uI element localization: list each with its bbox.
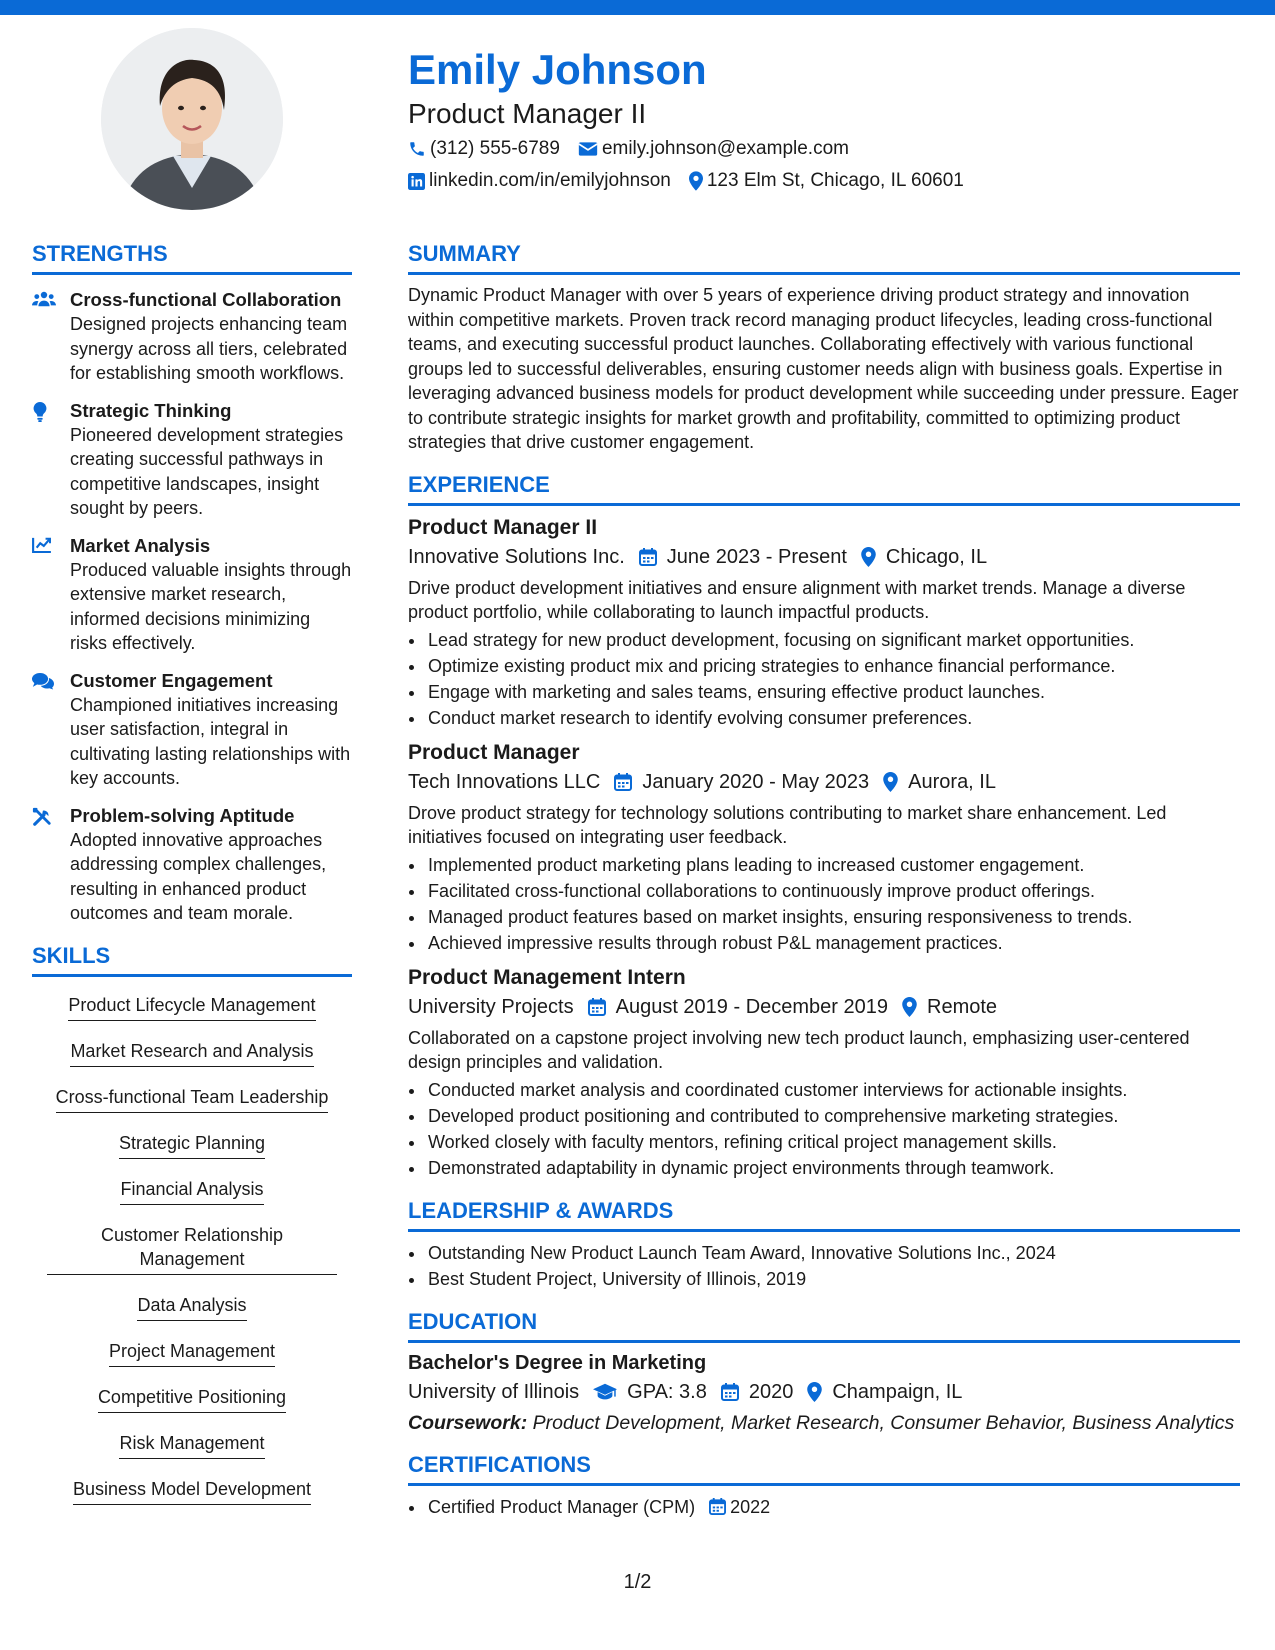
calendar-icon xyxy=(588,998,606,1016)
linkedin-icon xyxy=(408,173,425,190)
summary-heading: SUMMARY xyxy=(408,240,1240,275)
page-number: 1/2 xyxy=(623,1571,652,1593)
certification-name: • Certified Product Manager (CPM) xyxy=(428,1496,696,1517)
job-bullet: • Managed product features based on market insights, ensuring responsiveness to trends. xyxy=(426,904,1240,930)
job-title: Product Management Intern xyxy=(408,965,686,989)
awards-section xyxy=(408,1197,1240,1292)
job-bullet: • Engage with marketing and sales teams, ensuring effective product launches. xyxy=(426,679,1240,705)
job-description: Drive product development initiatives and ensure alignment with market trends. Manage a diverse product portfolio, while collaborating to launch impactful products. xyxy=(408,577,1186,622)
left-column xyxy=(32,240,352,1517)
strength-item xyxy=(32,287,352,386)
award-item: • Outstanding New Product Launch Team Award, Innovative Solutions Inc., 2024 xyxy=(426,1240,1240,1266)
job-bullet: • Achieved impressive results through robust P&L management practices. xyxy=(426,930,1240,956)
strength-title: Customer Engagement xyxy=(70,669,273,691)
skill-tag: Project Management xyxy=(109,1339,275,1367)
phone-contact xyxy=(408,134,560,164)
phone-icon xyxy=(408,140,426,158)
skill-tag: Business Model Development xyxy=(73,1477,311,1505)
job-bullet: • Implemented product marketing plans leading to increased customer engagement. xyxy=(426,852,1240,878)
strength-title: Problem-solving Aptitude xyxy=(70,804,295,826)
email-text[interactable]: emily.johnson@example.com xyxy=(601,138,849,159)
summary-text: Dynamic Product Manager with over 5 years of experience driving product strategy and innovation within competitive markets. Proven track record managing product lifecycles, leading cross-functional teams, and executing successful product launches. Collaborating effectively with various functional groups led to successful deliverables, ensuring customer needs align with business goals. Expertise in leveraging advanced business models for product development while succeeding under pressure. Eager to contribute strategic insights for market growth and profitability, committed to optimizing product strategies that drive customer engagement. xyxy=(408,285,1239,452)
address-contact xyxy=(689,166,964,196)
calendar-icon xyxy=(721,1383,739,1401)
job-bullet: • Conducted market analysis and coordinated customer interviews for actionable insights. xyxy=(426,1077,1240,1103)
calendar-icon xyxy=(614,773,632,791)
skill-tag: Cross-functional Team Leadership xyxy=(56,1085,329,1113)
strength-item xyxy=(32,668,352,791)
job-meta xyxy=(408,542,1240,572)
education-section xyxy=(408,1308,1240,1435)
map-pin-icon xyxy=(689,171,703,191)
experience-heading: EXPERIENCE xyxy=(408,471,1240,506)
job-bullet: • Developed product positioning and contributed to comprehensive marketing strategies. xyxy=(426,1103,1240,1129)
skill-tag: Strategic Planning xyxy=(119,1131,265,1159)
coursework xyxy=(408,1411,1240,1435)
skill-tag: Data Analysis xyxy=(137,1293,246,1321)
coursework-label: Coursework: xyxy=(408,1411,528,1434)
calendar-icon xyxy=(639,548,657,566)
job-bullet: • Facilitated cross-functional collaborations to continuously improve product offerings. xyxy=(426,878,1240,904)
calendar-icon xyxy=(709,1498,726,1515)
skills-list xyxy=(32,987,352,1517)
lightbulb-icon xyxy=(32,402,48,422)
address-text: 123 Elm St, Chicago, IL 60601 xyxy=(706,170,964,191)
job-company: Tech Innovations LLC xyxy=(408,770,601,793)
education-meta xyxy=(408,1377,1240,1407)
chart-line-icon xyxy=(32,537,52,553)
experience-section xyxy=(408,471,1240,1181)
strength-title: Cross-functional Collaboration xyxy=(70,289,342,310)
certifications-heading: CERTIFICATIONS xyxy=(408,1451,1240,1486)
strength-desc: Produced valuable insights through extensive market research, informed decisions minimizing risks effectively. xyxy=(70,559,352,653)
job-bullets xyxy=(408,627,1240,731)
strength-item xyxy=(32,803,352,926)
job-company: University Projects xyxy=(408,995,574,1018)
graduation-year: 2020 xyxy=(748,1380,794,1403)
job-entry xyxy=(408,514,1240,731)
email-contact[interactable] xyxy=(578,134,849,164)
job-company: Innovative Solutions Inc. xyxy=(408,545,625,568)
comments-icon xyxy=(32,672,54,690)
map-pin-icon xyxy=(902,997,917,1017)
strengths-heading: STRENGTHS xyxy=(32,240,352,275)
linkedin-contact[interactable] xyxy=(408,166,671,196)
job-location: Chicago, IL xyxy=(885,545,988,568)
strength-title: Market Analysis xyxy=(70,534,211,556)
job-bullet: • Optimize existing product mix and pricing strategies to enhance financial performance. xyxy=(426,653,1240,679)
job-dates: January 2020 - May 2023 xyxy=(642,770,870,793)
envelope-icon xyxy=(578,141,598,157)
candidate-role: Product Manager II xyxy=(408,98,647,129)
job-bullet: • Conduct market research to identify evolving consumer preferences. xyxy=(426,705,1240,731)
education-heading: EDUCATION xyxy=(408,1308,1240,1343)
job-title: Product Manager II xyxy=(408,515,598,539)
contact-row-2 xyxy=(408,166,1238,196)
job-bullet: • Demonstrated adaptability in dynamic project environments through teamwork. xyxy=(426,1155,1240,1181)
job-bullets xyxy=(408,1077,1240,1181)
strength-item xyxy=(32,398,352,521)
strength-desc: Designed projects enhancing team synergy across all tiers, celebrated for establishing smooth workflows. xyxy=(70,314,348,383)
skill-tag: Financial Analysis xyxy=(120,1177,263,1205)
skills-heading: SKILLS xyxy=(32,942,352,977)
job-meta xyxy=(408,992,1240,1022)
candidate-name: Emily Johnson xyxy=(408,46,707,93)
map-pin-icon xyxy=(883,772,898,792)
map-pin-icon xyxy=(807,1382,822,1402)
gpa: GPA: 3.8 xyxy=(627,1380,707,1403)
job-dates: June 2023 - Present xyxy=(666,545,847,568)
graduation-cap-icon xyxy=(593,1383,617,1401)
certification-year: 2022 xyxy=(730,1496,771,1517)
resume-header xyxy=(408,44,1238,196)
linkedin-text[interactable]: linkedin.com/in/emilyjohnson xyxy=(429,170,671,191)
strength-desc: Pioneered development strategies creating successful pathways in competitive landscapes, insight sought by peers. xyxy=(70,424,344,518)
strengths-list xyxy=(32,287,352,926)
job-meta xyxy=(408,767,1240,797)
job-description: Collaborated on a capstone project involving new tech product launch, emphasizing user-centered design principles and validation. xyxy=(408,1027,1190,1072)
tools-icon xyxy=(32,807,52,827)
certifications-section xyxy=(408,1451,1240,1520)
skill-tag: Market Research and Analysis xyxy=(70,1039,313,1067)
awards-list xyxy=(408,1240,1240,1292)
skill-tag: Risk Management xyxy=(119,1431,264,1459)
right-column xyxy=(408,240,1240,1520)
job-entry xyxy=(408,964,1240,1181)
awards-heading: LEADERSHIP & AWARDS xyxy=(408,1197,1240,1232)
job-title: Product Manager xyxy=(408,740,580,764)
top-accent-bar xyxy=(0,0,1275,15)
certifications-list xyxy=(408,1494,1240,1520)
contact-row-1 xyxy=(408,134,1238,164)
job-location: Aurora, IL xyxy=(908,770,996,793)
school-name: University of Illinois xyxy=(408,1380,580,1403)
skill-tag: Product Lifecycle Management xyxy=(68,993,315,1021)
job-bullet: • Lead strategy for new product development, focusing on significant market opportunities. xyxy=(426,627,1240,653)
degree-title: Bachelor's Degree in Marketing xyxy=(408,1351,707,1374)
phone-text: (312) 555-6789 xyxy=(430,138,560,159)
job-bullet: • Worked closely with faculty mentors, refining critical project management skills. xyxy=(426,1129,1240,1155)
strength-item xyxy=(32,533,352,656)
map-pin-icon xyxy=(861,547,876,567)
users-icon xyxy=(32,291,56,307)
skill-tag: Customer Relationship Management xyxy=(47,1223,337,1275)
education-location: Champaign, IL xyxy=(832,1380,963,1403)
award-item: • Best Student Project, University of Illinois, 2019 xyxy=(426,1266,1240,1292)
strength-desc: Championed initiatives increasing user satisfaction, integral in cultivating lasting relationships with key accounts. xyxy=(70,694,351,788)
job-location: Remote xyxy=(927,995,998,1018)
job-entry xyxy=(408,739,1240,956)
profile-photo xyxy=(101,28,283,210)
strength-desc: Adopted innovative approaches addressing complex challenges, resulting in enhanced product outcomes and team morale. xyxy=(70,829,327,923)
strength-title: Strategic Thinking xyxy=(70,399,232,421)
skill-tag: Competitive Positioning xyxy=(98,1385,286,1413)
job-description: Drove product strategy for technology solutions contributing to market share enhancement. Led initiatives focused on integrating user feedback. xyxy=(408,802,1167,847)
job-bullets xyxy=(408,852,1240,956)
job-dates: August 2019 - December 2019 xyxy=(615,995,889,1018)
coursework-list: Product Development, Market Research, Consumer Behavior, Business Analytics xyxy=(532,1411,1235,1434)
certification-item xyxy=(426,1494,1240,1520)
